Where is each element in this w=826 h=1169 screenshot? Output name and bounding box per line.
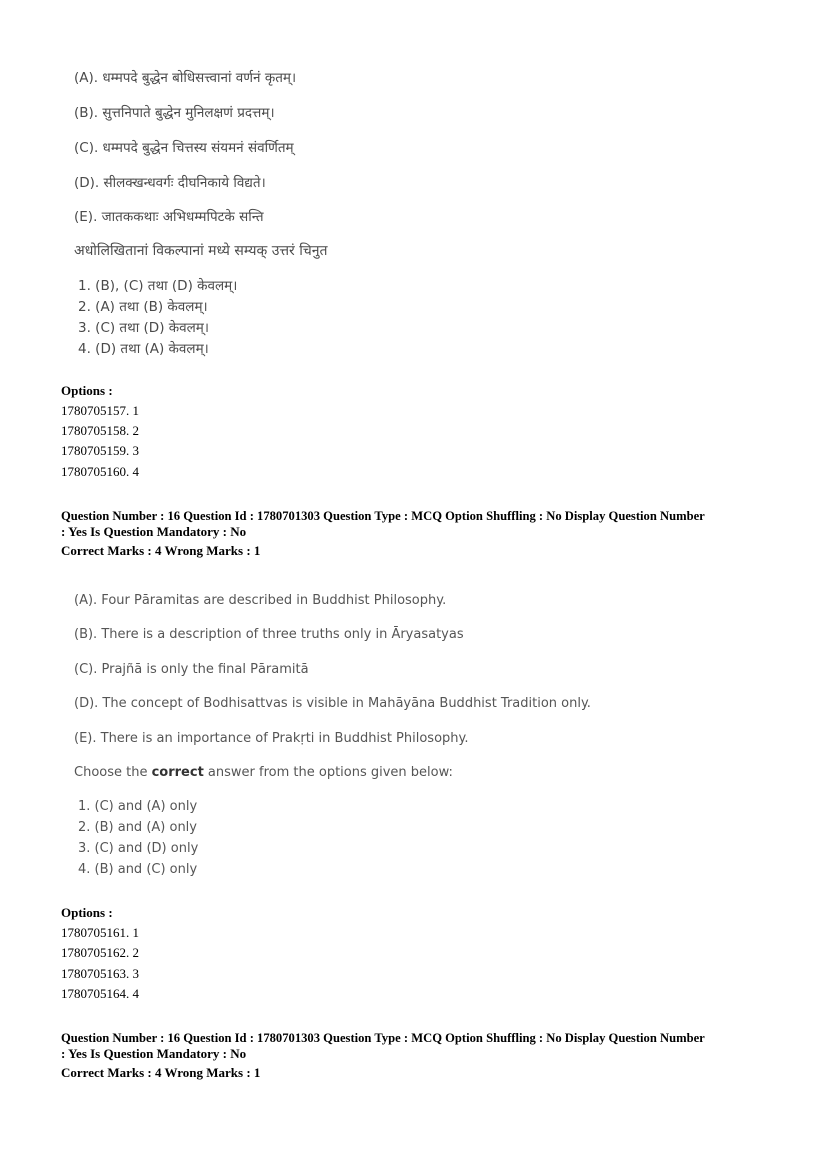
choice-2: 2. (A) तथा (B) केवलम्। [78, 299, 208, 315]
option-item: 1780705164. 4 [61, 986, 139, 1001]
option-item: 1780705163. 3 [61, 966, 139, 981]
choice-1: 1. (B), (C) तथा (D) केवलम्। [78, 278, 238, 294]
question-meta-line: : Yes Is Question Mandatory : No [61, 524, 247, 539]
statement-b: (B). There is a description of three truths only in Āryasatyas [74, 627, 464, 642]
statement-d: (D). The concept of Bodhisattvas is visible in Mahāyāna Buddhist Tradition only. [74, 696, 591, 711]
statement-b: (B). सुत्तनिपाते बुद्धेन मुनिलक्षणं प्रदत्तम्। [74, 105, 275, 121]
option-item: 1780705158. 2 [61, 423, 139, 438]
option-item: 1780705160. 4 [61, 464, 139, 479]
statement-a: (A). Four Pāramitas are described in Buddhist Philosophy. [74, 593, 447, 608]
question-instruction: अधोलिखितानां विकल्पानां मध्ये सम्यक् उत्तरं चिनुत [74, 243, 328, 259]
options-label: Options : [61, 905, 113, 920]
statement-d: (D). सीलक्खन्धवर्गः दीघनिकाये विद्यते। [74, 175, 266, 191]
option-item: 1780705162. 2 [61, 945, 139, 960]
instruction-text: answer from the options given below: [203, 765, 453, 780]
options-label: Options : [61, 383, 113, 398]
choice-3: 3. (C) and (D) only [78, 841, 199, 856]
statement-a: (A). धम्मपदे बुद्धेन बोधिसत्त्वानां वर्णनं कृतम्। [74, 70, 297, 86]
question-meta-line: Question Number : 16 Question Id : 1780701303 Question Type : MCQ Option Shuffling : No Display Question Number [61, 509, 705, 523]
statement-e: (E). जातककथाः अभिधम्मपिटके सन्ति [74, 209, 264, 225]
statement-c: (C). धम्मपदे बुद्धेन चित्तस्य संयमनं संवर्णितम् [74, 140, 294, 156]
choice-2: 2. (B) and (A) only [78, 820, 197, 835]
option-item: 1780705161. 1 [61, 925, 139, 940]
question-meta-line: : Yes Is Question Mandatory : No [61, 1046, 247, 1061]
question-instruction [74, 765, 453, 780]
question-marks: Correct Marks : 4 Wrong Marks : 1 [61, 1065, 261, 1080]
choice-4: 4. (D) तथा (A) केवलम्। [78, 341, 209, 357]
choice-4: 4. (B) and (C) only [78, 862, 198, 877]
question-meta-line: Question Number : 16 Question Id : 1780701303 Question Type : MCQ Option Shuffling : No Display Question Number [61, 1031, 705, 1045]
choice-3: 3. (C) तथा (D) केवलम्। [78, 320, 209, 336]
option-item: 1780705159. 3 [61, 443, 139, 458]
option-item: 1780705157. 1 [61, 403, 139, 418]
statement-e: (E). There is an importance of Prakṛti in Buddhist Philosophy. [74, 731, 469, 746]
choice-1: 1. (C) and (A) only [78, 799, 198, 814]
statement-c: (C). Prajñā is only the final Pāramitā [74, 662, 309, 677]
instruction-text: Choose the [74, 765, 152, 780]
instruction-bold: correct [151, 765, 204, 780]
question-marks: Correct Marks : 4 Wrong Marks : 1 [61, 543, 261, 558]
